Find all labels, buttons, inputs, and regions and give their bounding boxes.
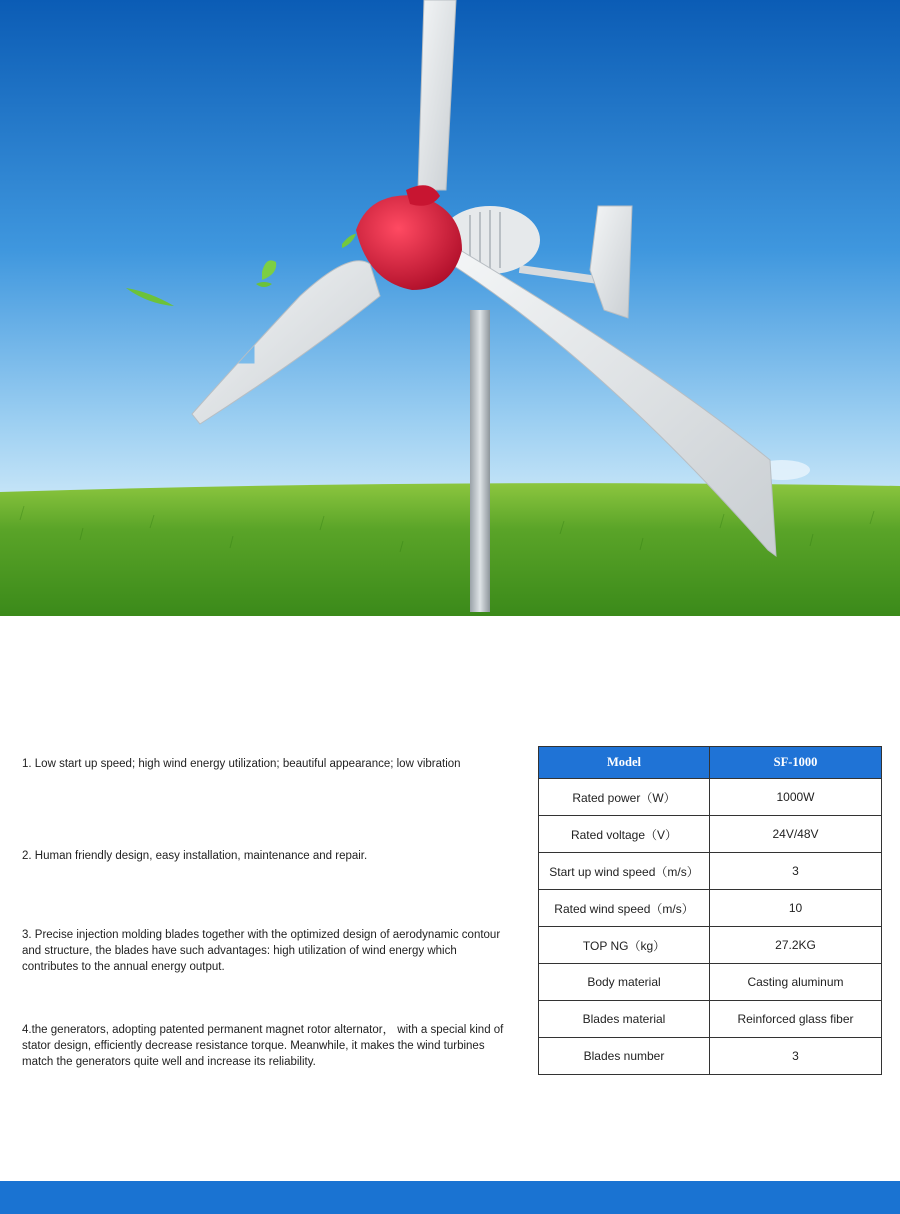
spec-row	[539, 1038, 882, 1075]
spec-value: 3	[710, 853, 882, 890]
feature-1: 1. Low start up speed; high wind energy utilization; beautiful appearance; low vibration	[22, 758, 461, 770]
spec-label: Blades material	[539, 1001, 710, 1038]
spec-label: Rated voltage（V）	[539, 816, 710, 853]
spec-row	[539, 1001, 882, 1038]
spec-label: Body material	[539, 964, 710, 1001]
spec-row	[539, 890, 882, 927]
spec-value: 10	[710, 890, 882, 927]
spec-value: 3	[710, 1038, 882, 1075]
spec-label: TOP NG（kg）	[539, 927, 710, 964]
spec-header-row	[539, 747, 882, 779]
footer-bar	[0, 1181, 900, 1214]
spec-row	[539, 964, 882, 1001]
spec-value: 27.2KG	[710, 927, 882, 964]
spec-header-value: SF-1000	[710, 747, 882, 779]
spec-value: 1000W	[710, 779, 882, 816]
spec-label: Rated wind speed（m/s）	[539, 890, 710, 927]
spec-header-label: Model	[539, 747, 710, 779]
spec-value: Reinforced glass fiber	[710, 1001, 882, 1038]
feature-4: 4.the generators, adopting patented permanent magnet rotor alternator， with a special kind of stator design, efficiently decrease resistance torque. Meanwhile, it makes the wind turbines match the generators quite well and increase its reliability.	[22, 1024, 504, 1068]
spec-label: Rated power（W）	[539, 779, 710, 816]
spec-row	[539, 927, 882, 964]
spec-label: Blades number	[539, 1038, 710, 1075]
spec-label: Start up wind speed（m/s）	[539, 853, 710, 890]
feature-3: 3. Precise injection molding blades together with the optimized design of aerodynamic contour and structure, the blades have such advantages: high utilization of wind energy which contributes to the annual energy output.	[22, 929, 501, 973]
spec-table	[538, 746, 882, 1075]
spec-value: Casting aluminum	[710, 964, 882, 1001]
feature-2: 2. Human friendly design, easy installation, maintenance and repair.	[22, 850, 368, 862]
spec-row	[539, 816, 882, 853]
spec-row	[539, 853, 882, 890]
spec-row	[539, 779, 882, 816]
spec-value: 24V/48V	[710, 816, 882, 853]
